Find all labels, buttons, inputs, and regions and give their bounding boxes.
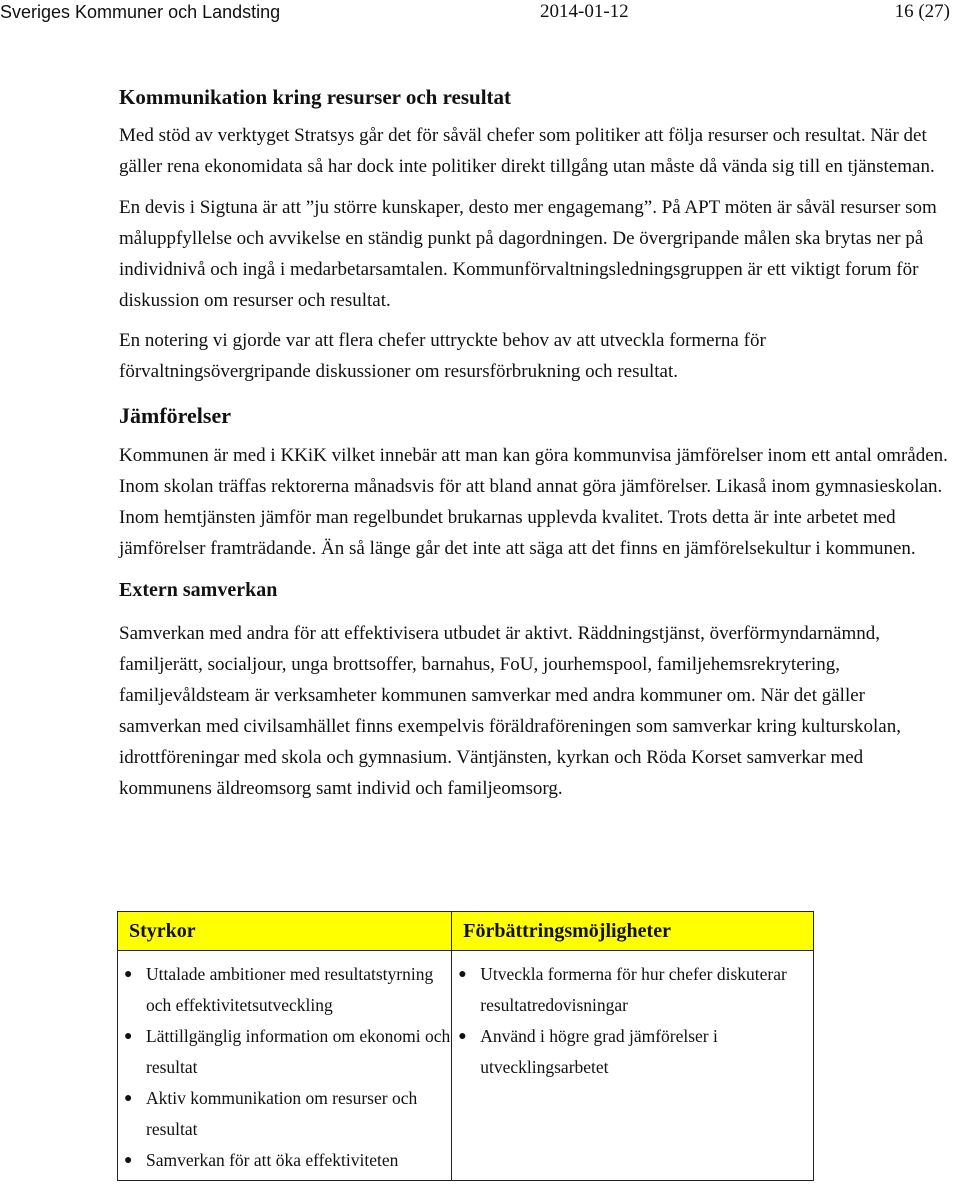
bullet-icon: ●: [124, 967, 133, 982]
table-header-forbattringsmojligheter: Förbättringsmöjligheter: [452, 912, 814, 951]
bullet-icon: ●: [458, 1029, 467, 1044]
section-title-extern-samverkan: Extern samverkan: [119, 579, 278, 601]
document-body: [119, 82, 951, 804]
bullet-icon: ●: [124, 1029, 133, 1044]
strengths-improvements-table: [117, 911, 814, 1181]
header-date: 2014-01-12: [540, 1, 629, 22]
table-header-styrkor: Styrkor: [118, 912, 452, 951]
styrkor-list: [118, 951, 451, 1180]
header-page-number: 16 (27): [894, 1, 950, 22]
bullet-icon: ●: [124, 1091, 133, 1106]
paragraph: En devis i Sigtuna är att ”ju större kunskaper, desto mer engagemang”. På APT möten är såväl resurser som måluppfyllelse och avvikelse en ständig punkt på dagordningen. De övergripande målen ska brytas ner på individnivå och ingå i medarbetarsamtalen. Kommunförvaltningsledningsgruppen är ett viktigt forum för diskussion om resurser och resultat.: [119, 197, 937, 311]
list-item-text: Lättillgänglig information om ekonomi och resultat: [146, 1026, 451, 1077]
paragraph: Med stöd av verktyget Stratsys går det för såväl chefer som politiker att följa resurser och resultat. När det gäller rena ekonomidata så har dock inte politiker direkt tillgång utan måste då vända sig till en tjänsteman.: [119, 125, 935, 177]
list-item: [118, 1021, 451, 1083]
page-header: [0, 0, 960, 26]
paragraph: Samverkan med andra för att effektivisera utbudet är aktivt. Räddningstjänst, överförmyndarnämnd, familjerätt, socialjour, unga brottsoffer, barnahus, FoU, jourhemspool, familjehemsrekrytering, familjevåldsteam är verksamheter kommunen samverkar med andra kommuner om. När det gäller samverkan med civilsamhället finns exempelvis föräldraföreningen som samverkar kring kulturskolan, idrottföreningar med skola och gymnasium. Väntjänsten, kyrkan och Röda Korset samverkar med kommunens äldreomsorg samt individ och familjeomsorg.: [119, 623, 901, 799]
paragraph: En notering vi gjorde var att flera chefer uttryckte behov av att utveckla formerna för förvaltningsövergripande diskussioner om resursförbrukning och resultat.: [119, 330, 766, 382]
list-item-text: Samverkan för att öka effektiviteten: [146, 1150, 399, 1170]
list-item-text: Aktiv kommunikation om resurser och resultat: [146, 1088, 418, 1139]
list-item: [118, 1145, 451, 1176]
paragraph: Kommunen är med i KKiK vilket innebär att man kan göra kommunvisa jämförelser inom ett antal områden. Inom skolan träffas rektorerna månadsvis för att bland annat göra jämförelser. Likaså inom gymnasieskolan. Inom hemtjänsten jämför man regelbundet brukarnas upplevda kvalitet. Trots detta är inte arbetet med jämförelser framträdande. Än så länge går det inte att säga att det finns en jämförelsekultur i kommunen.: [119, 445, 948, 559]
section-title-jamforelser: Jämförelser: [119, 403, 231, 428]
list-item-text: Använd i högre grad jämförelser i utvecklingsarbetet: [480, 1026, 718, 1077]
list-item: [118, 959, 451, 1021]
header-organization: Sveriges Kommuner och Landsting: [0, 2, 281, 22]
forbattringsmojligheter-cell: [452, 951, 814, 1181]
section-title-kommunikation: Kommunikation kring resurser och resultat: [119, 85, 512, 109]
bullet-icon: ●: [124, 1153, 133, 1168]
list-item: [452, 1021, 813, 1083]
list-item-text: Uttalade ambitioner med resultatstyrning och effektivitetsutveckling: [146, 964, 434, 1015]
list-item-text: Utveckla formerna för hur chefer diskuterar resultatredovisningar: [480, 964, 787, 1015]
list-item: [452, 959, 813, 1021]
forbattringsmojligheter-list: [452, 951, 813, 1087]
bullet-icon: ●: [458, 967, 467, 982]
styrkor-cell: [118, 951, 452, 1181]
list-item: [118, 1083, 451, 1145]
